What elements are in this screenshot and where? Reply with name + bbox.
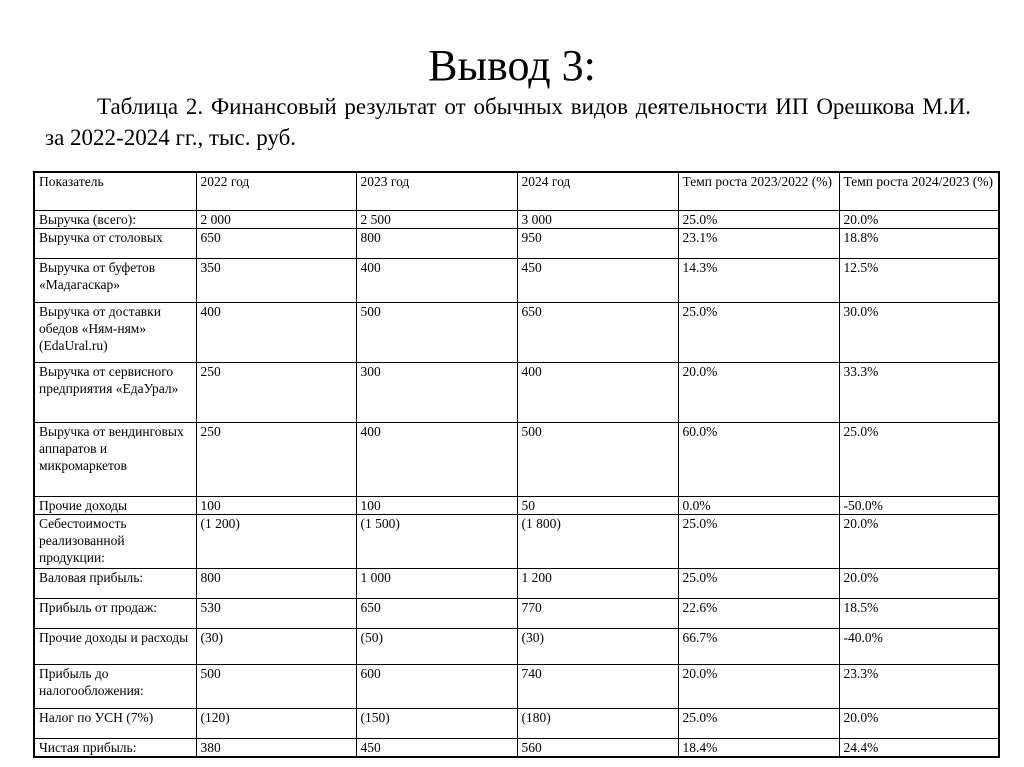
value-cell: 20.0% bbox=[678, 664, 839, 708]
row-label-cell: Прочие доходы bbox=[34, 496, 196, 514]
value-cell: (30) bbox=[517, 628, 678, 664]
value-cell: 400 bbox=[517, 362, 678, 422]
value-cell: 250 bbox=[196, 362, 356, 422]
row-label-cell: Выручка (всего): bbox=[34, 210, 196, 228]
table-header-row bbox=[34, 172, 999, 210]
value-cell: 0.0% bbox=[678, 496, 839, 514]
value-cell: 650 bbox=[356, 598, 517, 628]
row-label-cell: Выручка от вендинговых аппаратов и микромаркетов bbox=[34, 422, 196, 496]
value-cell: 2 000 bbox=[196, 210, 356, 228]
value-cell: 400 bbox=[356, 422, 517, 496]
value-cell: 650 bbox=[517, 302, 678, 362]
value-cell: (1 500) bbox=[356, 514, 517, 568]
value-cell: 400 bbox=[196, 302, 356, 362]
value-cell: 740 bbox=[517, 664, 678, 708]
value-cell: 18.8% bbox=[839, 228, 999, 258]
value-cell: 23.1% bbox=[678, 228, 839, 258]
table-row bbox=[34, 664, 999, 708]
value-cell: 30.0% bbox=[839, 302, 999, 362]
row-label-cell: Выручка от сервисного предприятия «ЕдаУрал» bbox=[34, 362, 196, 422]
value-cell: 25.0% bbox=[678, 514, 839, 568]
value-cell: 530 bbox=[196, 598, 356, 628]
value-cell: 650 bbox=[196, 228, 356, 258]
value-cell: 500 bbox=[196, 664, 356, 708]
value-cell: 380 bbox=[196, 738, 356, 757]
value-cell: 33.3% bbox=[839, 362, 999, 422]
value-cell: 25.0% bbox=[678, 302, 839, 362]
value-cell: 20.0% bbox=[839, 568, 999, 598]
row-label-cell: Себестоимость реализованной продукции: bbox=[34, 514, 196, 568]
row-label-cell: Налог по УСН (7%) bbox=[34, 708, 196, 738]
value-cell: 25.0% bbox=[839, 422, 999, 496]
table-row bbox=[34, 302, 999, 362]
value-cell: 12.5% bbox=[839, 258, 999, 302]
value-cell: 14.3% bbox=[678, 258, 839, 302]
value-cell: 450 bbox=[517, 258, 678, 302]
value-cell: 450 bbox=[356, 738, 517, 757]
value-cell: 22.6% bbox=[678, 598, 839, 628]
table-row bbox=[34, 422, 999, 496]
header-cell: 2024 год bbox=[517, 172, 678, 210]
table-row bbox=[34, 708, 999, 738]
table-row bbox=[34, 514, 999, 568]
value-cell: 950 bbox=[517, 228, 678, 258]
value-cell: 770 bbox=[517, 598, 678, 628]
header-cell: 2022 год bbox=[196, 172, 356, 210]
value-cell: 1 200 bbox=[517, 568, 678, 598]
value-cell: 25.0% bbox=[678, 210, 839, 228]
value-cell: 23.3% bbox=[839, 664, 999, 708]
value-cell: (50) bbox=[356, 628, 517, 664]
table-row bbox=[34, 228, 999, 258]
value-cell: 350 bbox=[196, 258, 356, 302]
value-cell: 24.4% bbox=[839, 738, 999, 757]
value-cell: 250 bbox=[196, 422, 356, 496]
row-label-cell: Прочие доходы и расходы bbox=[34, 628, 196, 664]
value-cell: 300 bbox=[356, 362, 517, 422]
value-cell: 50 bbox=[517, 496, 678, 514]
table-row bbox=[34, 258, 999, 302]
value-cell: 800 bbox=[196, 568, 356, 598]
value-cell: 25.0% bbox=[678, 708, 839, 738]
value-cell: (1 200) bbox=[196, 514, 356, 568]
value-cell: 18.4% bbox=[678, 738, 839, 757]
value-cell: 400 bbox=[356, 258, 517, 302]
row-label-cell: Выручка от доставки обедов «Ням-ням» (EdaUral.ru) bbox=[34, 302, 196, 362]
value-cell: -50.0% bbox=[839, 496, 999, 514]
slide-title: Вывод 3: bbox=[428, 41, 596, 90]
header-cell: Темп роста 2023/2022 (%) bbox=[678, 172, 839, 210]
value-cell: (1 800) bbox=[517, 514, 678, 568]
value-cell: 2 500 bbox=[356, 210, 517, 228]
row-label-cell: Выручка от буфетов «Мадагаскар» bbox=[34, 258, 196, 302]
table-row bbox=[34, 210, 999, 228]
table-caption: Таблица 2. Финансовый результат от обычных видов деятельности ИП Орешкова М.И. за 2022-2024 гг., тыс. руб. bbox=[45, 94, 971, 150]
value-cell: 18.5% bbox=[839, 598, 999, 628]
row-label-cell: Прибыль до налогообложения: bbox=[34, 664, 196, 708]
value-cell: 25.0% bbox=[678, 568, 839, 598]
table-row bbox=[34, 738, 999, 757]
value-cell: 66.7% bbox=[678, 628, 839, 664]
value-cell: (180) bbox=[517, 708, 678, 738]
value-cell: 3 000 bbox=[517, 210, 678, 228]
value-cell: 560 bbox=[517, 738, 678, 757]
header-cell: Показатель bbox=[34, 172, 196, 210]
value-cell: 1 000 bbox=[356, 568, 517, 598]
value-cell: 500 bbox=[356, 302, 517, 362]
value-cell: (120) bbox=[196, 708, 356, 738]
table-row bbox=[34, 496, 999, 514]
value-cell: 20.0% bbox=[839, 514, 999, 568]
value-cell: 500 bbox=[517, 422, 678, 496]
value-cell: 20.0% bbox=[839, 708, 999, 738]
table-row bbox=[34, 362, 999, 422]
header-cell: 2023 год bbox=[356, 172, 517, 210]
value-cell: 20.0% bbox=[839, 210, 999, 228]
value-cell: 100 bbox=[356, 496, 517, 514]
value-cell: 600 bbox=[356, 664, 517, 708]
value-cell: -40.0% bbox=[839, 628, 999, 664]
financial-results-table bbox=[33, 171, 1000, 758]
value-cell: 800 bbox=[356, 228, 517, 258]
table-row bbox=[34, 598, 999, 628]
table-row bbox=[34, 568, 999, 598]
header-cell: Темп роста 2024/2023 (%) bbox=[839, 172, 999, 210]
row-label-cell: Валовая прибыль: bbox=[34, 568, 196, 598]
value-cell: 100 bbox=[196, 496, 356, 514]
row-label-cell: Прибыль от продаж: bbox=[34, 598, 196, 628]
value-cell: (150) bbox=[356, 708, 517, 738]
value-cell: (30) bbox=[196, 628, 356, 664]
row-label-cell: Чистая прибыль: bbox=[34, 738, 196, 757]
table-row bbox=[34, 628, 999, 664]
value-cell: 60.0% bbox=[678, 422, 839, 496]
row-label-cell: Выручка от столовых bbox=[34, 228, 196, 258]
value-cell: 20.0% bbox=[678, 362, 839, 422]
